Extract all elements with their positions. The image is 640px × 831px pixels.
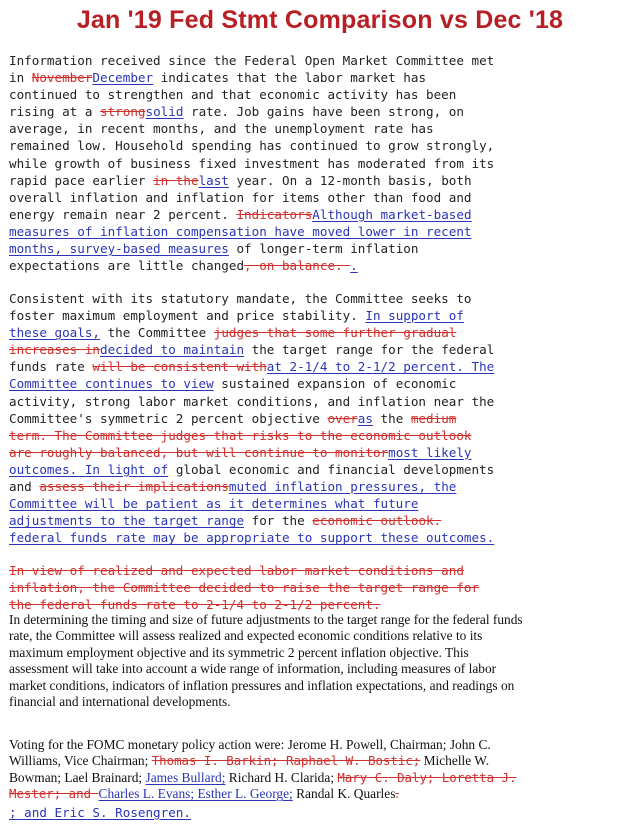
deleted-text: economic outlook.: [312, 513, 442, 529]
text: the Committee: [100, 325, 214, 341]
inserted-text: Committee will be patient as it determines what future: [9, 496, 419, 512]
deleted-text: Mary C. Daly; Loretta J.: [337, 769, 517, 785]
text-line: [9, 52, 633, 69]
deleted-text: assess their implications: [39, 479, 229, 495]
text-line: [9, 529, 633, 546]
text-line: [9, 358, 633, 375]
inserted-text: solid: [145, 104, 184, 120]
deleted-text: term. The Committee judges that risks to the economic outlook: [9, 427, 472, 443]
deleted-text: Indicators: [236, 206, 313, 222]
text-line: [9, 410, 633, 427]
text-line: [9, 307, 633, 324]
text: rising at a: [9, 104, 100, 120]
text-line: [9, 596, 633, 613]
text: of longer-term inflation: [228, 241, 419, 257]
text-line: market conditions, indicators of inflation pressures and inflation expectations, and readings on: [9, 677, 515, 693]
inserted-text: .: [350, 258, 358, 274]
text: indicates that the labor market has: [153, 70, 427, 86]
text-line: [9, 69, 633, 86]
text-line: [9, 427, 633, 444]
text-line: [9, 562, 633, 579]
inserted-text: outcomes. In light of: [9, 461, 169, 477]
text-line: rate, the Committee will assess realized and expected economic conditions relative to its: [9, 628, 483, 644]
text-line: [9, 341, 633, 358]
text: Bowman; Lael Brainard;: [9, 769, 146, 785]
text-line: [9, 461, 633, 478]
text: for the: [244, 513, 313, 529]
inserted-text: muted inflation pressures, the: [228, 479, 457, 495]
text: global economic and financial developments: [168, 461, 495, 477]
text: Randal K. Quarles: [292, 786, 396, 802]
text: energy remain near 2 percent.: [9, 206, 237, 222]
inserted-text: decided to maintain: [100, 342, 245, 358]
inserted-text: federal funds rate may be appropriate to support these outcomes.: [9, 530, 495, 546]
text-line: [9, 444, 633, 461]
deleted-text: judges that some further gradual: [213, 325, 457, 341]
text: overall inflation and inflation for items other than food and: [9, 189, 472, 205]
text: funds rate: [9, 359, 93, 375]
text: the: [372, 410, 411, 426]
text-line: assessment will take into account a wide range of information, including measures of labor: [9, 661, 497, 677]
paragraph-economic-conditions: [9, 52, 633, 274]
inserted-text: last: [198, 172, 229, 188]
paragraph-deleted-decision: [9, 562, 633, 613]
text: Michelle W.: [420, 753, 490, 769]
text-line: maximum employment objective and its symmetric 2 percent inflation objective. This: [9, 644, 469, 660]
text: the target range for the federal: [244, 342, 495, 358]
inserted-text: months, survey-based measures: [9, 241, 229, 257]
text-line: [9, 478, 633, 495]
text: while growth of business fixed investment has moderated from its: [9, 155, 495, 171]
text-line: [9, 206, 633, 223]
text-line: [9, 137, 633, 154]
text-line: financial and international developments.: [9, 693, 231, 709]
deleted-text: medium: [410, 410, 457, 426]
inserted-text: as: [357, 410, 373, 426]
inserted-text: ; and Eric S. Rosengren.: [9, 805, 191, 820]
deleted-text: .: [395, 786, 399, 802]
inserted-text: adjustments to the target range: [9, 513, 245, 529]
text-line: [9, 512, 633, 529]
deleted-text: In view of realized and expected labor market conditions and: [9, 563, 464, 578]
text-line: [9, 753, 633, 769]
text-line: [9, 189, 633, 206]
text-line: [9, 290, 633, 307]
text-line: [9, 240, 633, 257]
text: Williams, Vice Chairman;: [9, 753, 152, 769]
deleted-text: Thomas I. Barkin; Raphael W. Bostic;: [151, 753, 421, 769]
deleted-text: over: [327, 410, 358, 426]
text: continued to strengthen and that economic activity has been: [9, 87, 457, 103]
text-line: [9, 495, 633, 512]
text: Information received since the Federal Open Market Committee met: [9, 53, 495, 68]
text: activity, strong labor market conditions, and inflation near the: [9, 393, 495, 409]
text: Consistent with its statutory mandate, the Committee seeks to: [9, 291, 472, 306]
inserted-text: these goals,: [9, 325, 100, 341]
text: average, in recent months, and the unemployment rate has: [9, 121, 434, 137]
paragraph-policy-mandate: [9, 290, 633, 546]
text: remained low. Household spending has continued to grow strongly,: [9, 138, 495, 154]
deleted-text: Mester; and: [9, 786, 99, 802]
text-line: [9, 155, 633, 172]
paragraph-voting: [9, 737, 633, 803]
text-line: In determining the timing and size of future adjustments to the target range for the federal funds: [9, 612, 523, 627]
deleted-text: are roughly balanced, but will continue to monitor: [9, 444, 389, 460]
text-line: [9, 257, 633, 274]
text-line: [9, 172, 633, 189]
text-line: [9, 393, 633, 410]
text-line: [9, 86, 633, 103]
inserted-text: most likely: [388, 444, 472, 460]
deleted-text: November: [31, 70, 93, 86]
inserted-text: Charles L. Evans; Esther L. George;: [98, 786, 293, 802]
text: Richard H. Clarida;: [225, 769, 338, 785]
deleted-text: will be consistent with: [92, 359, 267, 375]
deleted-text: the federal funds rate to 2-1/4 to 2-1/2 percent.: [9, 597, 381, 613]
text-line: [9, 786, 633, 802]
inserted-text: Committee continues to view: [9, 376, 214, 392]
text-line: [9, 103, 633, 120]
deleted-text: strong: [100, 104, 146, 120]
text: Committee's symmetric 2 percent objective: [9, 410, 328, 426]
deleted-text: increases in: [9, 342, 100, 358]
text: rate. Job gains have been strong, on: [183, 104, 464, 120]
text: rapid pace earlier: [9, 172, 154, 188]
deleted-text: , on balance.: [244, 258, 351, 274]
page-title: Jan '19 Fed Stmt Comparison vs Dec '18: [76, 6, 564, 34]
inserted-text: In support of: [365, 308, 464, 324]
text-line: Voting for the FOMC monetary policy action were: Jerome H. Powell, Chairman; John C.: [9, 737, 491, 752]
text-line: [9, 223, 633, 240]
inserted-text: December: [92, 70, 154, 86]
inserted-text: Although market-based: [312, 206, 472, 222]
inserted-text: at 2-1/4 to 2-1/2 percent. The: [266, 359, 495, 375]
deleted-text: in the: [153, 172, 199, 188]
text-line: [9, 324, 633, 341]
text: foster maximum employment and price stability.: [9, 308, 366, 324]
text-line: [9, 579, 633, 596]
text-line: [9, 804, 633, 821]
paragraph-voting-insert: [9, 804, 633, 821]
text-line: [9, 375, 633, 392]
paragraph-future-adjustments: [9, 612, 633, 710]
text-line: [9, 120, 633, 137]
inserted-text: measures of inflation compensation have moved lower in recent: [9, 223, 472, 239]
text: expectations are little changed: [9, 258, 245, 274]
text: sustained expansion of economic: [213, 376, 457, 392]
text: and: [9, 479, 40, 495]
inserted-text: James Bullard;: [145, 769, 226, 785]
deleted-text: inflation, the Committee decided to raise the target range for: [9, 580, 480, 596]
text-line: [9, 770, 633, 786]
text: in: [9, 70, 32, 86]
text: year. On a 12-month basis, both: [228, 172, 472, 188]
